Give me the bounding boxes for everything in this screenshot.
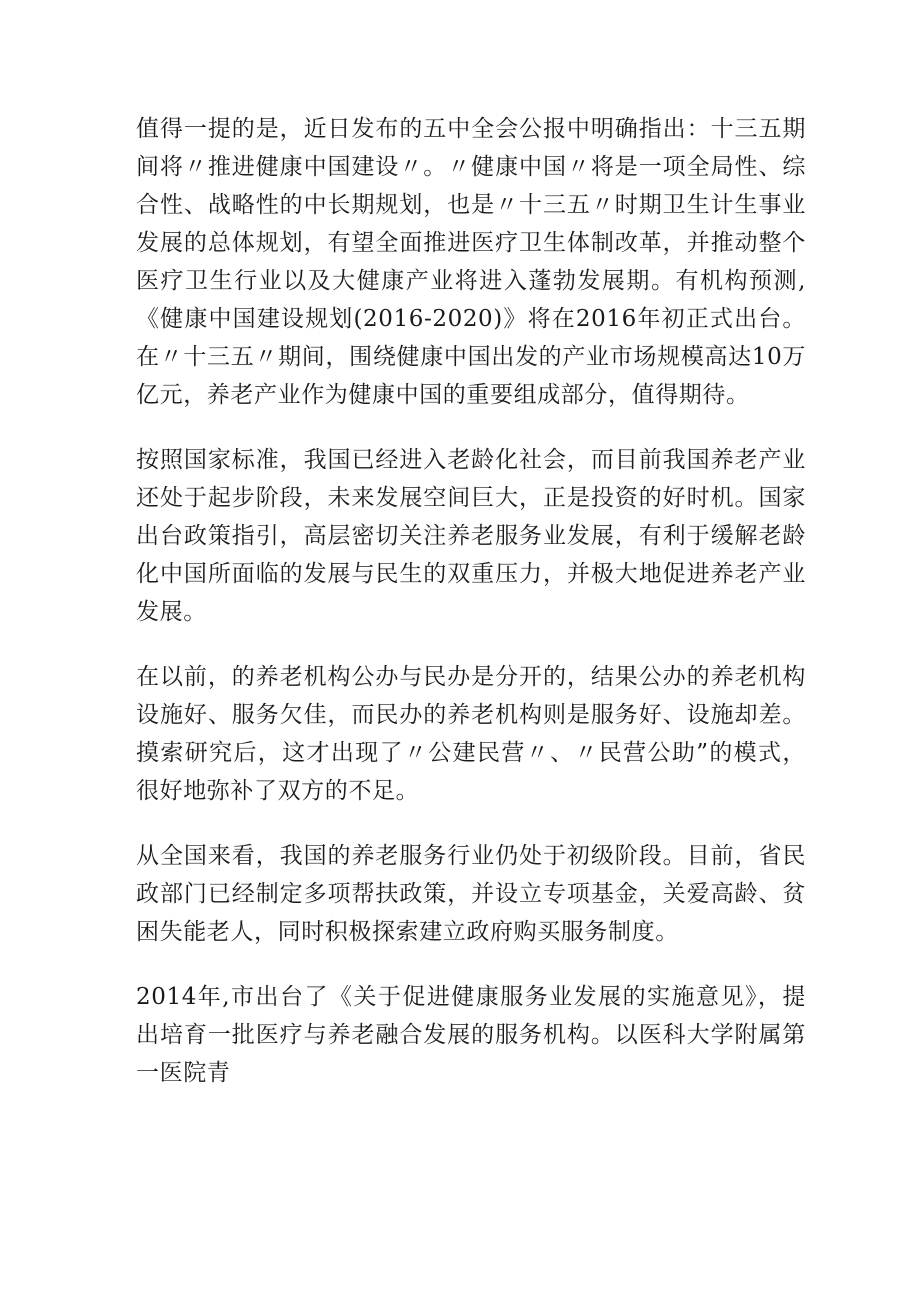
paragraph-1: 值得一提的是，近日发布的五中全会公报中明确指出：十三五期间将〃推进健康中国建设〃。〃健康中国〃将是一项全局性、综合性、战略性的中长期规划，也是〃十三五〃时期卫生计生事业发展的总体规划，有望全面推进医疗卫生体制改革，并推动整个医疗卫生行业以及大健康产业将进入蓬勃发展期。有机构预测,《健康中国建设规划(2016-2020)》将在2016年初正式出台。在〃十三五〃期间，围绕健康中国出发的产业市场规模高达10万亿元，养老产业作为健康中国的重要组成部分，值得期待。	[136, 116, 806, 408]
paragraph-4: 从全国来看，我国的养老服务行业仍处于初级阶段。目前，省民政部门已经制定多项帮扶政策，并设立专项基金，关爱高龄、贫困失能老人，同时积极探索建立政府购买服务制度。	[136, 843, 806, 945]
paragraph-5: 2014年,市出台了《关于促进健康服务业发展的实施意见》，提出培育一批医疗与养老融合发展的服务机构。以医科大学附属第一医院青	[136, 984, 806, 1086]
paragraph-3: 在以前，的养老机构公办与民办是分开的，结果公办的养老机构设施好、服务欠佳，而民办的养老机构则是服务好、设施却差。摸索研究后，这才出现了〃公建民营〃、〃民营公助”的模式，很好地弥补了双方的不足。	[136, 664, 806, 804]
paragraph-2: 按照国家标准，我国已经进入老龄化社会，而目前我国养老产业还处于起步阶段，未来发展空间巨大，正是投资的好时机。国家出台政策指引，高层密切关注养老服务业发展，有利于缓解老龄化中国所面临的发展与民生的双重压力，并极大地促进养老产业发展。	[136, 447, 806, 625]
document-body	[136, 110, 806, 1119]
